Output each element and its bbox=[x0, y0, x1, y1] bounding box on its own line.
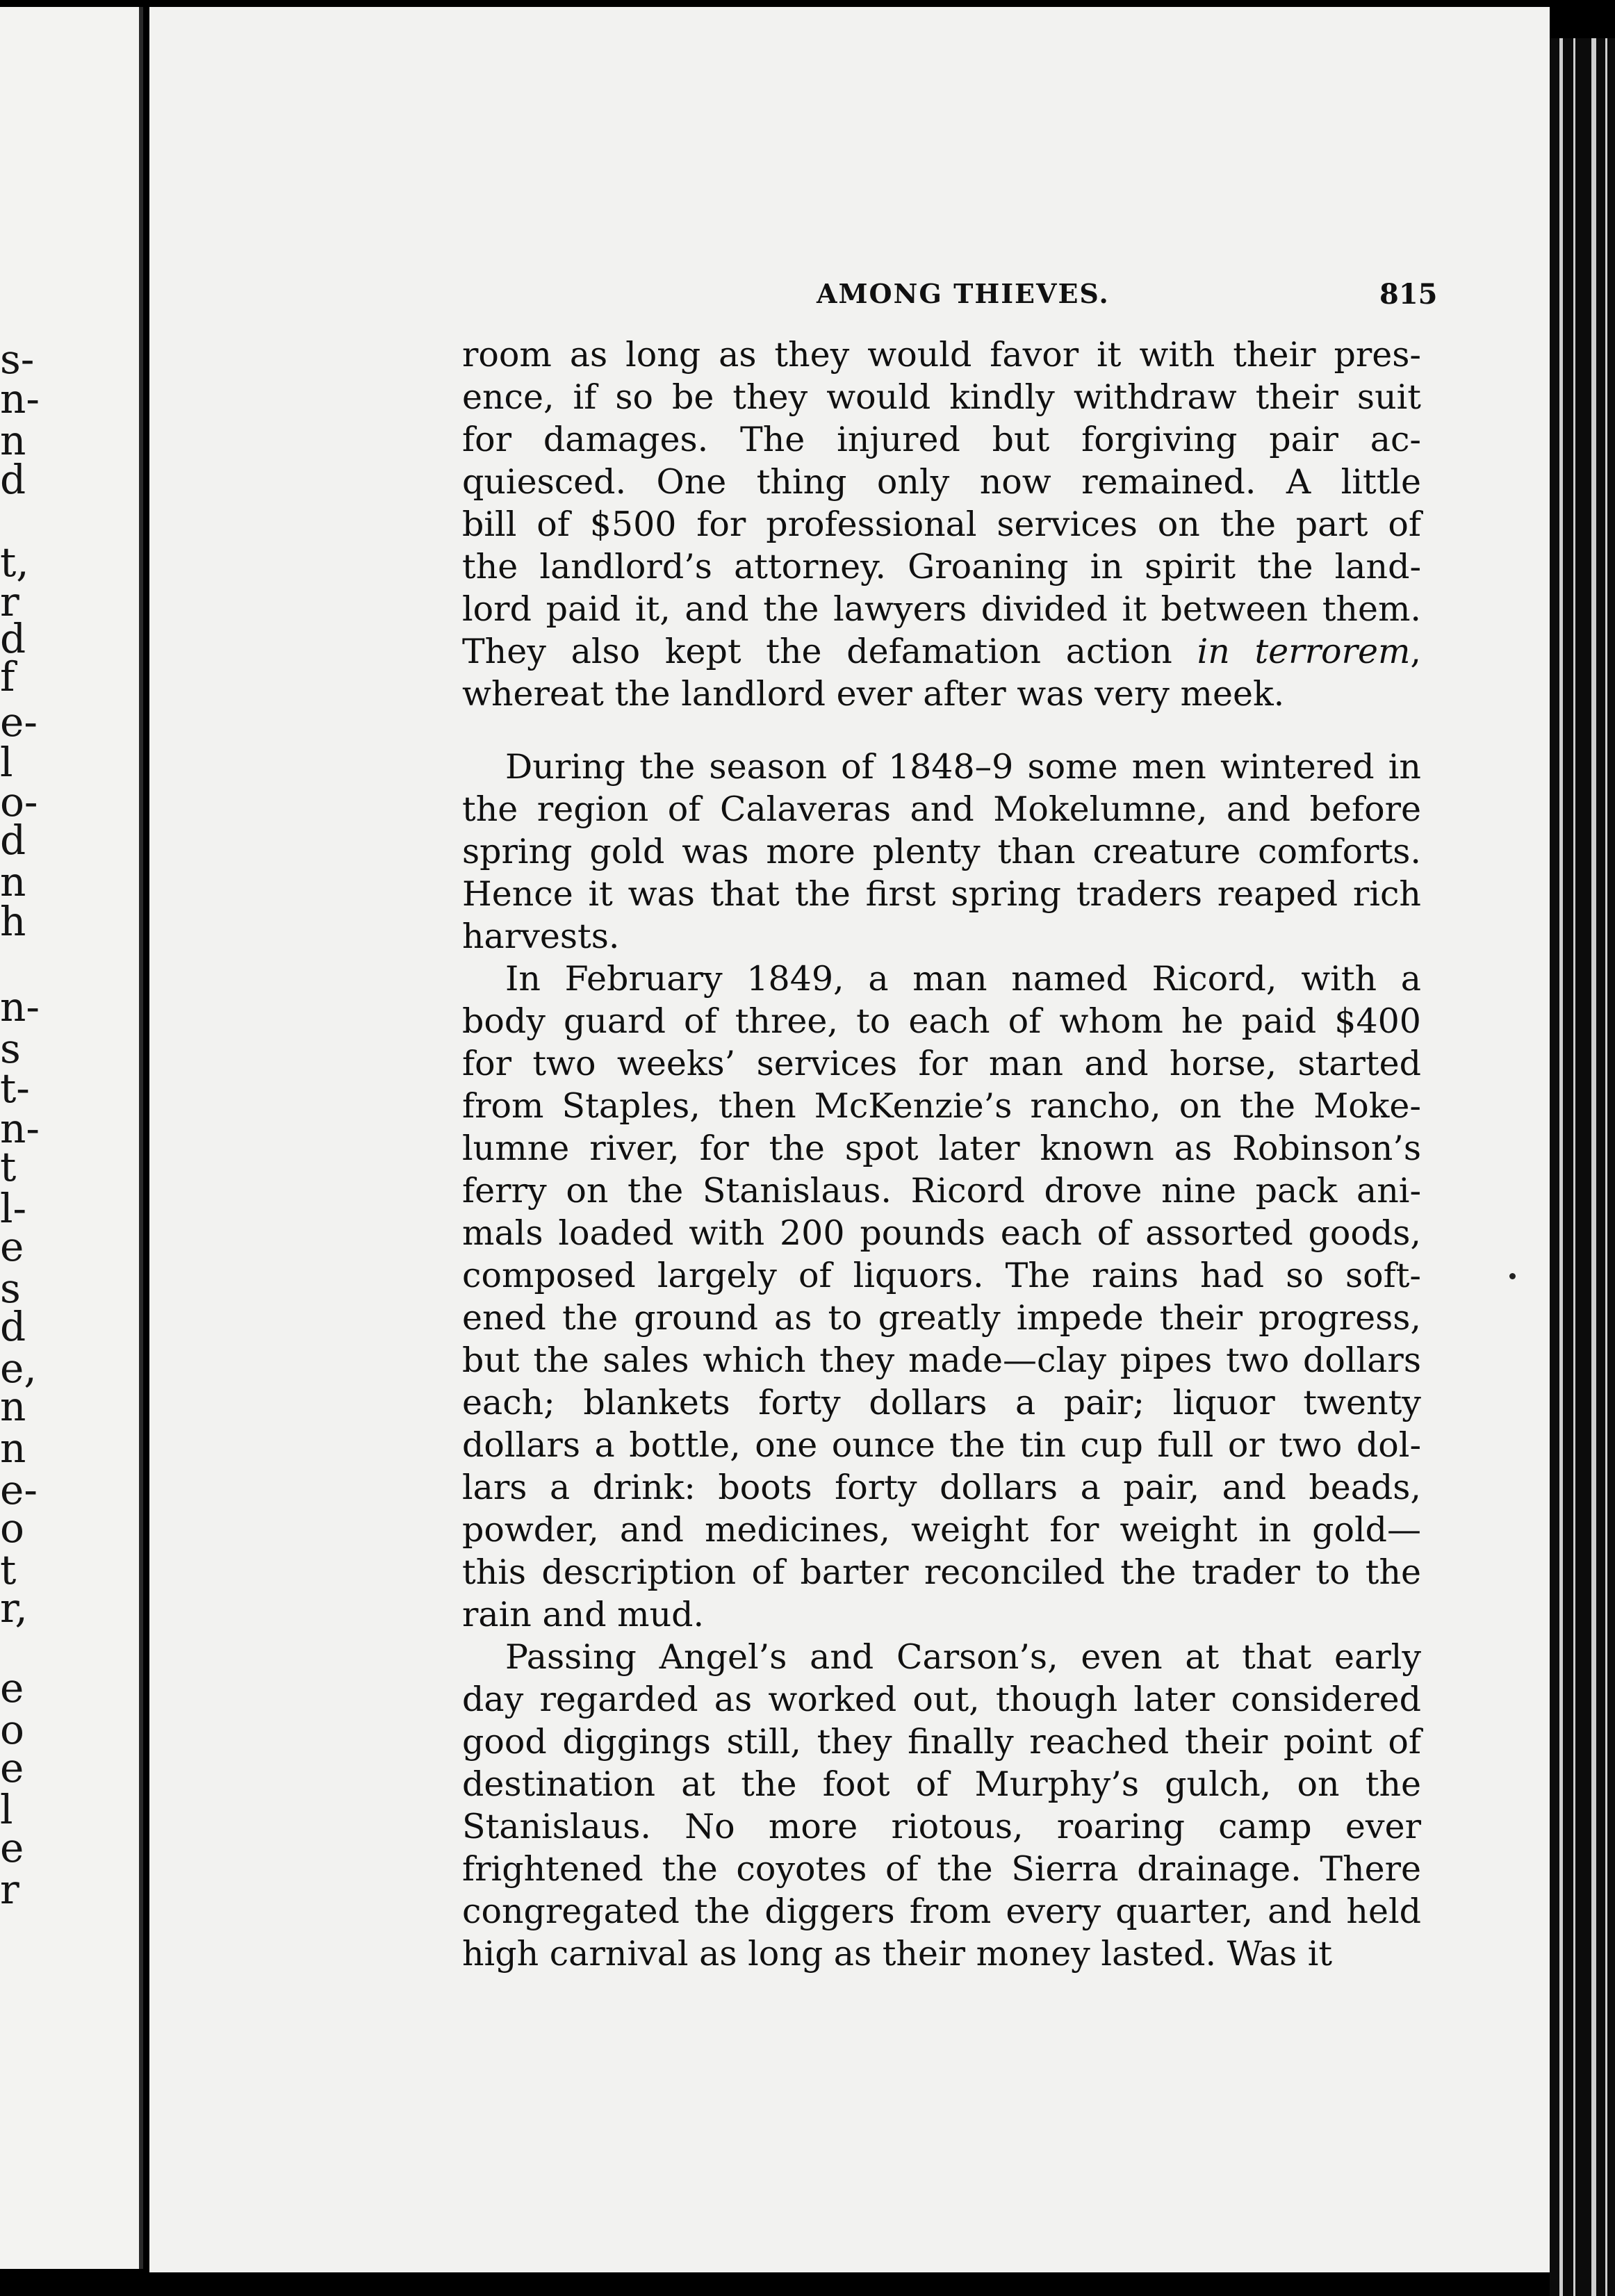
text-line: They also kept the defamation action in terrorem, bbox=[462, 632, 1421, 671]
margin-fragment: n bbox=[0, 417, 26, 464]
margin-fragment: n- bbox=[0, 983, 40, 1031]
paragraph bbox=[462, 334, 1421, 715]
text-line: high carnival as long as their money lasted. Was it bbox=[462, 1934, 1333, 1974]
body-text bbox=[462, 334, 1421, 1975]
text-line: quiesced. One thing only now remained. A little bbox=[462, 462, 1421, 502]
italic-phrase: in terrorem bbox=[1197, 632, 1411, 671]
margin-fragment: n bbox=[0, 1383, 26, 1430]
text-line: ence, if so be they would kindly withdraw their suit bbox=[462, 377, 1421, 417]
text-line: body guard of three, to each of whom he paid $400 bbox=[462, 1001, 1421, 1041]
margin-fragment: e bbox=[0, 1664, 24, 1712]
margin-fragment: e bbox=[0, 1824, 24, 1871]
margin-fragment: o- bbox=[0, 778, 38, 826]
text-line: Passing Angel’s and Carson’s, even at that early bbox=[505, 1637, 1421, 1677]
text-line: for two weeks’ services for man and horse, started bbox=[462, 1044, 1421, 1083]
margin-fragment: r, bbox=[0, 1584, 28, 1632]
text-line: rain and mud. bbox=[462, 1595, 705, 1634]
margin-fragment: l bbox=[0, 1786, 13, 1833]
text-line: this description of barter reconciled the trader to the bbox=[462, 1552, 1421, 1592]
margin-fragment: n- bbox=[0, 375, 40, 423]
margin-fragment: l- bbox=[0, 1185, 27, 1232]
page-number: 815 bbox=[1379, 278, 1438, 311]
margin-fragment: r bbox=[0, 578, 19, 625]
text-line: congregated the diggers from every quarter, and held bbox=[462, 1892, 1421, 1931]
paragraph bbox=[462, 746, 1421, 958]
margin-fragment: o bbox=[0, 1706, 24, 1753]
margin-fragment: d bbox=[0, 615, 26, 662]
margin-fragment: e, bbox=[0, 1345, 37, 1392]
text-line: room as long as they would favor it with their pres- bbox=[462, 335, 1421, 375]
margin-fragment: r bbox=[0, 1866, 19, 1913]
text-line: ened the ground as to greatly impede their progress, bbox=[462, 1298, 1421, 1338]
paragraph bbox=[462, 958, 1421, 1636]
text-line: bill of $500 for professional services on the part of bbox=[462, 505, 1421, 544]
text-line: harvests. bbox=[462, 917, 620, 956]
margin-fragment: s bbox=[0, 1265, 21, 1312]
text-line: each; blankets forty dollars a pair; liquor twenty bbox=[462, 1383, 1421, 1422]
text-line: frightened the coyotes of the Sierra drainage. There bbox=[462, 1849, 1421, 1889]
text-line: mals loaded with 200 pounds each of assorted goods, bbox=[462, 1213, 1421, 1253]
text-line: In February 1849, a man named Ricord, with a bbox=[505, 959, 1421, 999]
facing-page-fragment bbox=[0, 7, 143, 2269]
ink-speck bbox=[1509, 1273, 1516, 1279]
text-line: During the season of 1848–9 some men wintered in bbox=[505, 747, 1421, 787]
margin-fragment: e- bbox=[0, 1466, 38, 1514]
margin-fragment: s bbox=[0, 1025, 21, 1072]
text-line: the region of Calaveras and Mokelumne, and before bbox=[462, 789, 1421, 829]
text-line: day regarded as worked out, though later considered bbox=[462, 1680, 1421, 1719]
margin-fragment: t, bbox=[0, 539, 29, 586]
margin-fragment: e bbox=[0, 1223, 24, 1270]
margin-fragment: n bbox=[0, 858, 26, 905]
text-line: Hence it was that the first spring traders reaped rich bbox=[462, 874, 1421, 914]
text-line: whereat the landlord ever after was very meek. bbox=[462, 674, 1285, 714]
paragraph bbox=[462, 1636, 1421, 1975]
book-page bbox=[149, 7, 1550, 2272]
margin-fragment: e- bbox=[0, 698, 38, 746]
margin-fragment: h bbox=[0, 898, 26, 945]
text-line: lord paid it, and the lawyers divided it between them. bbox=[462, 589, 1421, 629]
page-edge-binding bbox=[1550, 38, 1615, 2296]
text-line: good diggings still, they finally reached their point of bbox=[462, 1722, 1421, 1762]
margin-fragment: t bbox=[0, 1143, 17, 1190]
text-line: dollars a bottle, one ounce the tin cup full or two dol- bbox=[462, 1425, 1421, 1465]
text-line: from Staples, then McKenzie’s rancho, on the Moke- bbox=[462, 1086, 1421, 1126]
margin-fragment: e bbox=[0, 1744, 24, 1791]
text-line: Stanislaus. No more riotous, roaring camp ever bbox=[462, 1807, 1421, 1846]
margin-fragment: d bbox=[0, 1303, 26, 1350]
margin-fragment: t bbox=[0, 1546, 17, 1593]
margin-fragment: n bbox=[0, 1425, 26, 1472]
running-head: AMONG THIEVES. bbox=[817, 278, 1110, 309]
section-break bbox=[462, 715, 1421, 746]
margin-fragment: d bbox=[0, 817, 26, 864]
text-line: ferry on the Stanislaus. Ricord drove nine pack ani- bbox=[462, 1171, 1421, 1211]
margin-fragment: l bbox=[0, 739, 13, 786]
text-line: the landlord’s attorney. Groaning in spirit the land- bbox=[462, 547, 1421, 587]
margin-fragment: s- bbox=[0, 336, 35, 383]
margin-fragment: d bbox=[0, 456, 26, 503]
text-line: lars a drink: boots forty dollars a pair, and beads, bbox=[462, 1468, 1421, 1507]
text-line: composed largely of liquors. The rains had so soft- bbox=[462, 1256, 1421, 1295]
margin-fragment: f bbox=[0, 653, 15, 700]
text-line: spring gold was more plenty than creature comforts. bbox=[462, 832, 1421, 871]
margin-fragment: n- bbox=[0, 1105, 40, 1152]
margin-fragment: o bbox=[0, 1504, 24, 1552]
text-line: but the sales which they made—clay pipes two dollars bbox=[462, 1340, 1421, 1380]
text-line: lumne river, for the spot later known as Robinson’s bbox=[462, 1129, 1421, 1168]
text-line: powder, and medicines, weight for weight in gold— bbox=[462, 1510, 1421, 1550]
text-line: for damages. The injured but forgiving pair ac- bbox=[462, 420, 1421, 459]
text-line: destination at the foot of Murphy’s gulch, on the bbox=[462, 1764, 1421, 1804]
margin-fragment: t- bbox=[0, 1065, 30, 1112]
